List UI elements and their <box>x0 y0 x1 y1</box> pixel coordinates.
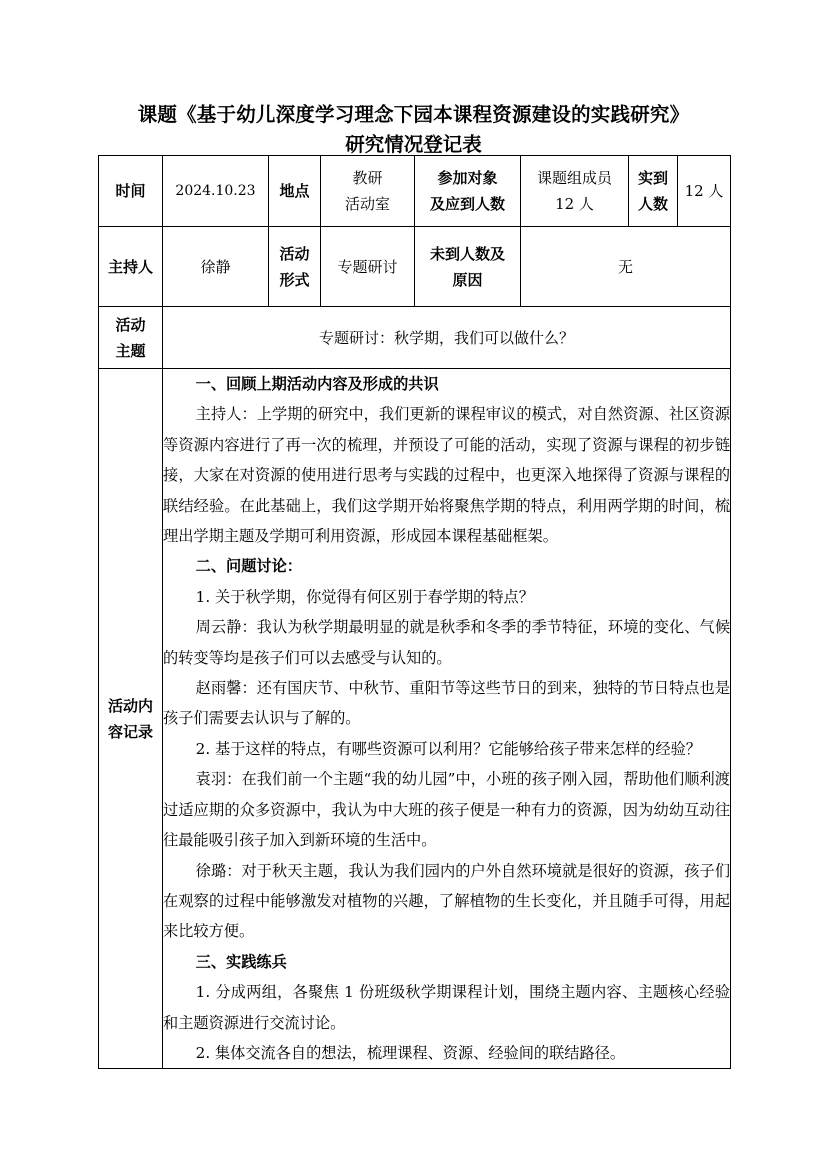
table-row-record <box>99 369 731 1069</box>
table-row-host <box>99 227 731 307</box>
host-value-cell: 徐静 <box>163 227 269 307</box>
form-value-cell: 专题研讨 <box>321 227 415 307</box>
theme-label-line1: 活动 <box>115 315 146 334</box>
record-paragraph: 主持人：上学期的研究中，我们更新的课程审议的模式，对自然资源、社区资源等资源内容进行了再一次的梳理，并预设了可能的活动，实现了资源与课程的初步链接，大家在对资源的使用进行思考与实践的过程中，也更深入地探得了资源与课程的联结经验。在此基础上，我们这学期开始将聚焦学期的特点，利用两学期的时间，梳理出学期主题及学期可利用资源，形成园本课程基础框架。 <box>163 405 730 546</box>
record-paragraph: 徐璐：对于秋天主题，我认为我们园内的户外自然环境就是很好的资源，孩子们在观察的过程中能够激发对植物的兴趣，了解植物的生长变化，并且随手可得，用起来比较方便。 <box>163 861 730 941</box>
absent-label-line2: 原因 <box>452 270 483 289</box>
record-section-heading: 二、问题讨论： <box>195 557 302 576</box>
participants-value-cell <box>521 156 629 227</box>
actual-label-line1: 实到 <box>637 169 668 187</box>
record-paragraph: 周云静：我认为秋学期最明显的就是秋季和冬季的季节特征，环境的变化、气候的转变等均是孩子们可以去感受与认知的。 <box>163 618 730 667</box>
participants-label-cell <box>415 156 521 227</box>
participants-label-line1: 参加对象 <box>437 169 498 187</box>
time-value-cell: 2024.10.23 <box>163 156 269 227</box>
time-label-cell: 时间 <box>99 156 163 227</box>
record-section-heading: 一、回顾上期活动内容及形成的共识 <box>195 375 439 393</box>
place-label-cell: 地点 <box>269 156 321 227</box>
record-paragraph: 1. 关于秋学期，你觉得有何区别于春学期的特点？ <box>195 587 534 606</box>
record-paragraph: 1. 分成两组，各聚焦 1 份班级秋学期课程计划，围绕主题内容、主题核心经验和主题资源进行交流讨论。 <box>163 983 730 1032</box>
theme-value-cell: 专题研讨：秋学期，我们可以做什么？ <box>163 307 731 369</box>
place-value-line2: 活动室 <box>344 195 390 213</box>
place-value-line1: 教研 <box>352 169 383 187</box>
registration-table <box>98 155 731 1069</box>
document-subtitle: 研究情况登记表 <box>345 133 482 156</box>
participants-value-line2: 12 人 <box>555 195 594 213</box>
record-content-cell <box>163 369 731 1069</box>
document-title: 课题《基于幼儿深度学习理念下园本课程资源建设的实践研究》 <box>137 103 690 126</box>
participants-value-line1: 课题组成员 <box>536 169 612 187</box>
actual-label-cell <box>629 156 678 227</box>
record-section-heading: 三、实践练兵 <box>195 952 287 971</box>
form-label-line2: 形式 <box>279 270 310 289</box>
form-label-line1: 活动 <box>279 244 310 263</box>
record-paragraph: 赵雨馨：还有国庆节、中秋节、重阳节等这些节日的到来，独特的节日特点也是孩子们需要去认识与了解的。 <box>163 679 730 728</box>
theme-label-cell <box>99 307 163 369</box>
record-paragraph: 2. 集体交流各自的想法，梳理课程、资源、经验间的联结路径。 <box>195 1043 626 1062</box>
record-paragraph: 袁羽：在我们前一个主题“我的幼儿园”中，小班的孩子刚入园，帮助他们顺利渡过适应期的众多资源中，我认为中大班的孩子便是一种有力的资源，因为幼幼互动往往最能吸引孩子加入到新环境的生活中。 <box>163 770 730 850</box>
absent-label-cell <box>415 227 521 307</box>
place-value-cell <box>321 156 415 227</box>
table-row-time <box>99 156 731 227</box>
actual-value-cell: 12 人 <box>678 156 731 227</box>
record-paragraph: 2. 基于这样的特点，有哪些资源可以利用？它能够给孩子带来怎样的经验？ <box>195 739 701 758</box>
record-paragraphs <box>163 369 730 1068</box>
record-label-cell <box>99 369 163 1069</box>
actual-label-line2: 人数 <box>637 195 668 213</box>
absent-value-cell: 无 <box>521 227 731 307</box>
participants-label-line2: 及应到人数 <box>429 195 505 213</box>
host-label-cell: 主持人 <box>99 227 163 307</box>
form-label-cell <box>269 227 321 307</box>
absent-label-line1: 未到人数及 <box>429 244 505 263</box>
theme-label-line2: 主题 <box>115 341 146 360</box>
table-row-theme <box>99 307 731 369</box>
record-label-line1: 活动内 <box>107 696 153 715</box>
record-label-line2: 容记录 <box>107 722 153 741</box>
